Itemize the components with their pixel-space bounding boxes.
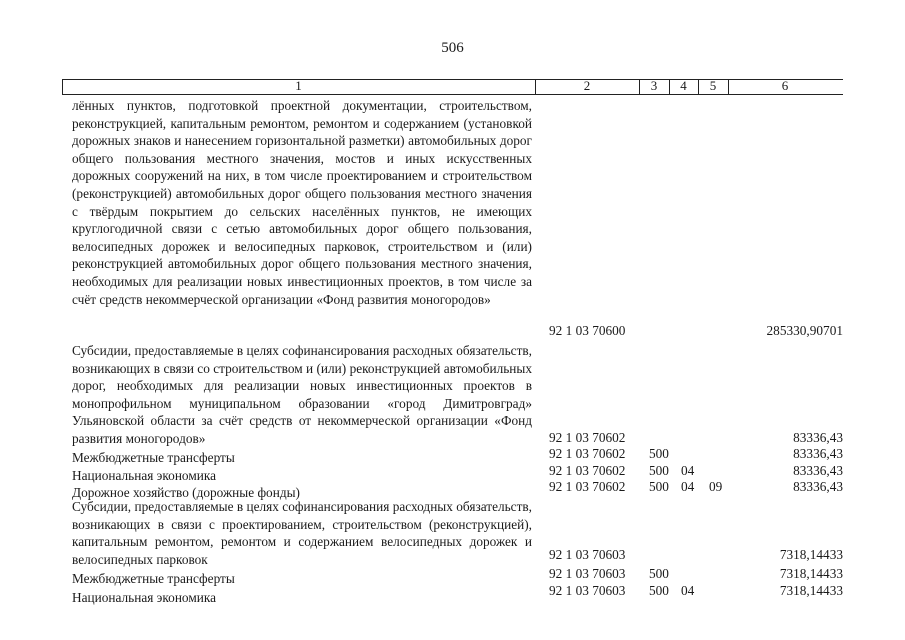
- page-number: 506: [441, 40, 464, 56]
- row-code: 92 1 03 70600: [549, 323, 626, 338]
- row-amount: 7318,14433: [779, 566, 843, 581]
- row-amount: 285330,90701: [766, 323, 843, 338]
- column-header-2: 2: [583, 78, 591, 93]
- row-rz: 04: [681, 463, 695, 478]
- row-pr: 09: [709, 479, 723, 494]
- row-vr: 500: [649, 479, 669, 494]
- column-header-6: 6: [781, 78, 789, 93]
- row-amount: 83336,43: [793, 463, 843, 478]
- row-description: Национальная экономика: [72, 590, 217, 605]
- row-vr: 500: [649, 463, 669, 478]
- row-amount: 83336,43: [793, 430, 843, 445]
- row-vr: 500: [649, 583, 669, 598]
- row-rz: 04: [681, 583, 695, 598]
- column-header-4: 4: [680, 78, 687, 93]
- row-description: Дорожное хозяйство (дорожные фонды): [72, 485, 300, 500]
- row-code: 92 1 03 70603: [549, 583, 626, 598]
- row-rz: 04: [681, 479, 695, 494]
- row-amount: 83336,43: [793, 479, 843, 494]
- row-code: 92 1 03 70602: [549, 463, 626, 478]
- row-vr: 500: [649, 446, 669, 461]
- row-code: 92 1 03 70602: [549, 446, 626, 461]
- row-description: Субсидии, предоставляемые в целях софинансирования расходных обязательств, возникающих в связи с проектированием, строительством (реконструкцией), капитальным ремонтом, ремонтом и содержанием велосипедных дорожек и велосипедных парковок: [72, 499, 532, 567]
- row-description: Межбюджетные трансферты: [72, 571, 235, 586]
- row-vr: 500: [649, 566, 669, 581]
- row-code: 92 1 03 70602: [549, 479, 626, 494]
- column-header-3: 3: [650, 78, 658, 93]
- row-description: Национальная экономика: [72, 468, 217, 483]
- row-description: Субсидии, предоставляемые в целях софинансирования расходных обязательств, возникающих в связи со строительством и (или) реконструкцией автомобильных дорог, необходимых для реализации новых инвестиционных проектов в монопрофильном муниципальном образовании «город Димитровград» Ульяновской области за счёт средств от некоммерческой организации «Фонд развития моногородов»: [72, 343, 532, 446]
- row-code: 92 1 03 70602: [549, 430, 626, 445]
- row-description: лённых пунктов, подготовкой проектной документации, строительством, реконструкцией, капитальным ремонтом, ремонтом и содержанием (установкой дорожных знаков и нанесением горизонтальной разметки) автомобильных дорог общего пользования местного значения, мостов и иных искусственных дорожных сооружений на них, в том числе проектированием и строительством (реконструкцией) автомобильных дорог общего пользования местного значения с твёрдым покрытием до сельских населённых пунктов, не имеющих круглогодичной связи с сетью автомобильных дорог общего пользования, велосипедных дорожек и велосипедных парковок, строительством и (или) реконструкцией автомобильных дорог общего пользования местного значения, необходимых для реализации новых инвестиционных проектов, в том числе за счёт средств некоммерческой организации «Фонд развития моногородов»: [72, 98, 532, 307]
- row-code: 92 1 03 70603: [549, 547, 626, 562]
- row-amount: 7318,14433: [779, 547, 843, 562]
- column-header-5: 5: [709, 78, 717, 93]
- row-description: Межбюджетные трансферты: [72, 450, 235, 465]
- row-amount: 83336,43: [793, 446, 843, 461]
- column-header-1: 1: [295, 78, 302, 93]
- row-amount: 7318,14433: [779, 583, 843, 598]
- row-code: 92 1 03 70603: [549, 566, 626, 581]
